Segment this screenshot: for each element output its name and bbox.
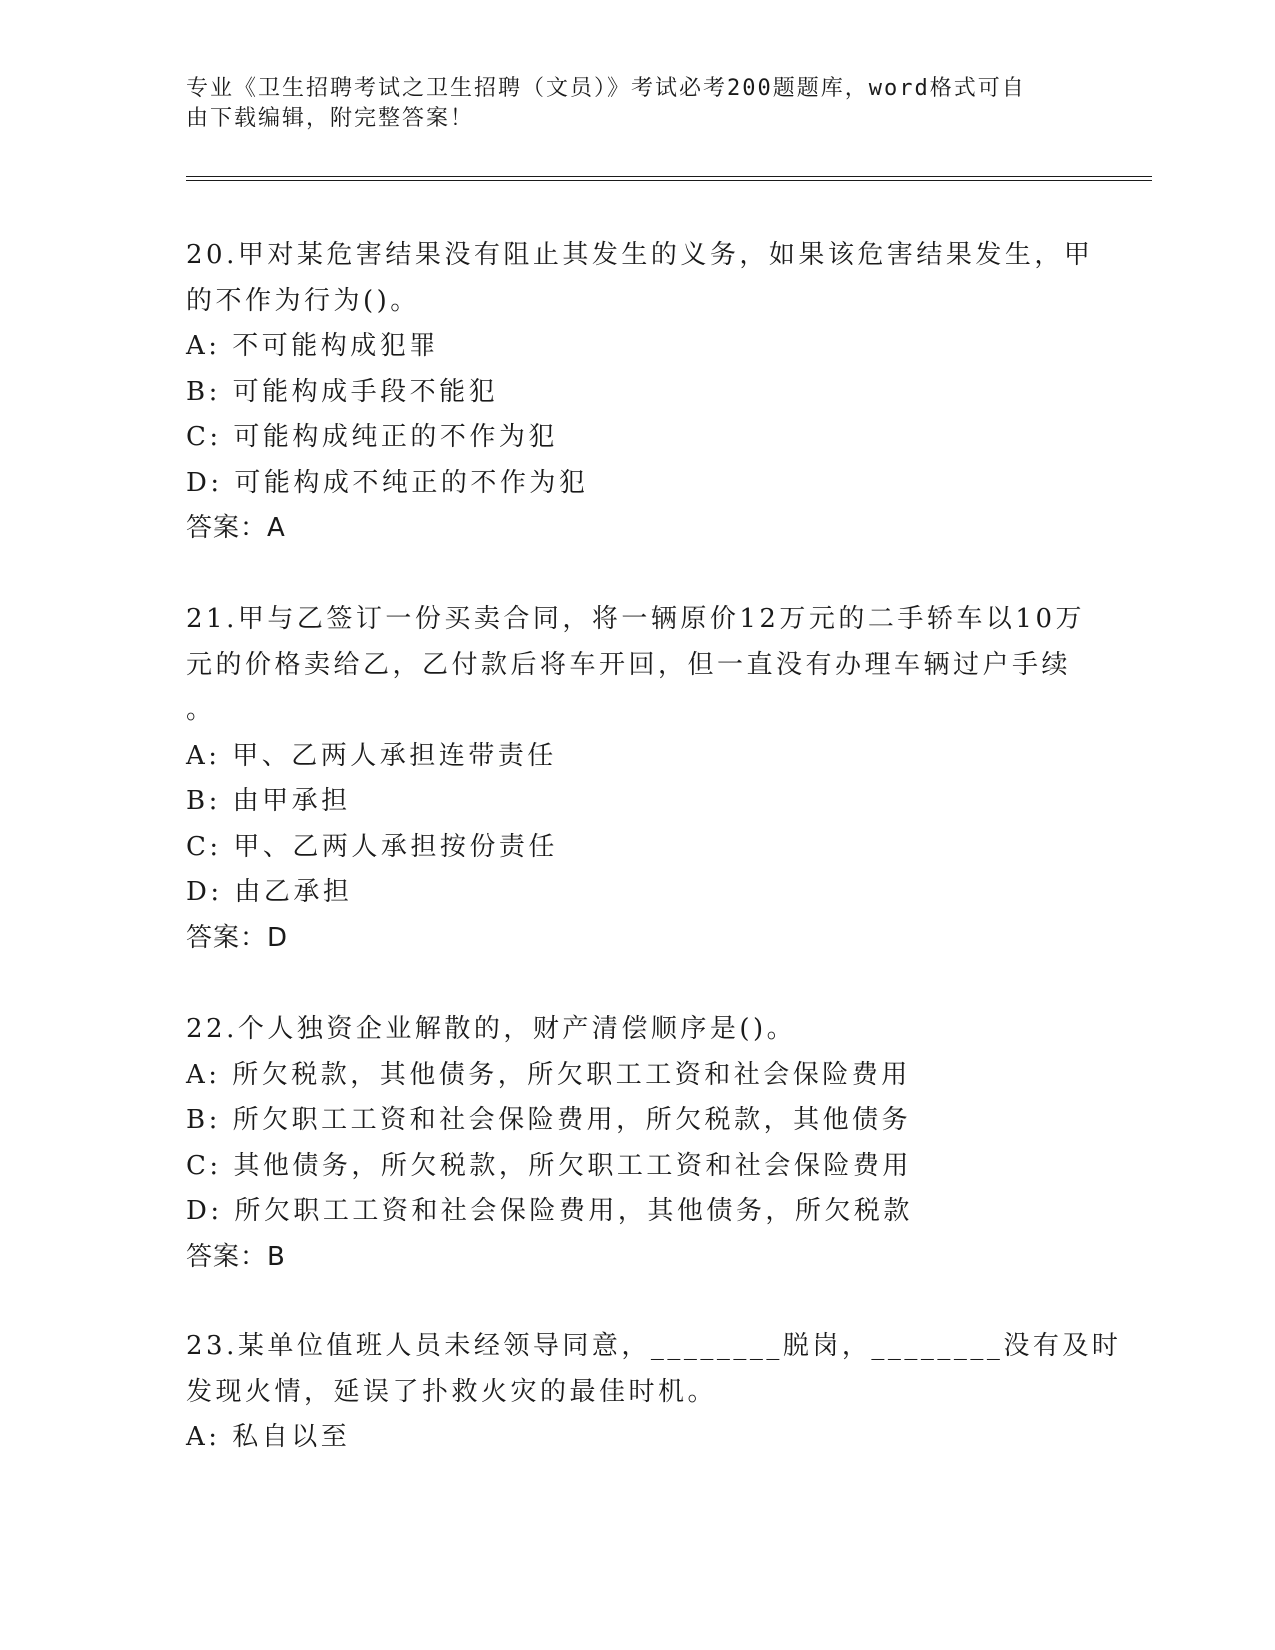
option-c: C: 其他债务，所欠税款，所欠职工工资和社会保险费用 bbox=[186, 1150, 912, 1181]
question-22 bbox=[186, 1007, 1086, 1280]
header-divider bbox=[186, 176, 1152, 181]
option-a: A: 私自以至 bbox=[186, 1422, 351, 1452]
question-21 bbox=[186, 597, 1086, 961]
answer-line: 答案：A bbox=[186, 513, 286, 543]
option-a: A: 甲、乙两人承担连带责任 bbox=[186, 740, 557, 771]
question-stem: 。 bbox=[186, 695, 216, 725]
option-d: D: 所欠职工工资和社会保险费用，其他债务，所欠税款 bbox=[186, 1196, 913, 1226]
option-c: C: 甲、乙两人承担按份责任 bbox=[186, 831, 558, 862]
option-b: B: 可能构成手段不能犯 bbox=[186, 376, 499, 407]
header-line: 专业《卫生招聘考试之卫生招聘（文员）》考试必考200题题库，word格式可自 bbox=[186, 76, 1026, 101]
header-line: 由下载编辑，附完整答案！ bbox=[186, 106, 475, 131]
question-20 bbox=[186, 233, 1094, 552]
question-stem: 的不作为行为()。 bbox=[186, 285, 420, 316]
option-b: B: 由甲承担 bbox=[186, 786, 351, 816]
option-c: C: 可能构成纯正的不作为犯 bbox=[186, 422, 558, 452]
document-header bbox=[186, 74, 1066, 134]
question-stem: 21.甲与乙签订一份买卖合同，将一辆原价12万元的二手轿车以10万 bbox=[186, 604, 1086, 634]
answer-line: 答案：D bbox=[186, 922, 289, 953]
question-23 bbox=[186, 1324, 1122, 1461]
answer-line: 答案：B bbox=[186, 1241, 286, 1272]
option-d: D: 由乙承担 bbox=[186, 877, 353, 907]
question-stem: 22.个人独资企业解散的，财产清偿顺序是()。 bbox=[186, 1014, 797, 1044]
question-stem: 20.甲对某危害结果没有阻止其发生的义务，如果该危害结果发生，甲 bbox=[186, 240, 1094, 270]
option-d: D: 可能构成不纯正的不作为犯 bbox=[186, 467, 589, 498]
question-stem: 23.某单位值班人员未经领导同意，________脱岗，________没有及时 bbox=[186, 1331, 1122, 1361]
option-a: A: 不可能构成犯罪 bbox=[186, 331, 439, 361]
question-stem: 发现火情，延误了扑救火灾的最佳时机。 bbox=[186, 1376, 718, 1407]
option-a: A: 所欠税款，其他债务，所欠职工工资和社会保险费用 bbox=[186, 1059, 911, 1090]
question-stem: 元的价格卖给乙，乙付款后将车开回，但一直没有办理车辆过户手续 bbox=[186, 649, 1072, 680]
option-b: B: 所欠职工工资和社会保险费用，所欠税款，其他债务 bbox=[186, 1105, 912, 1135]
